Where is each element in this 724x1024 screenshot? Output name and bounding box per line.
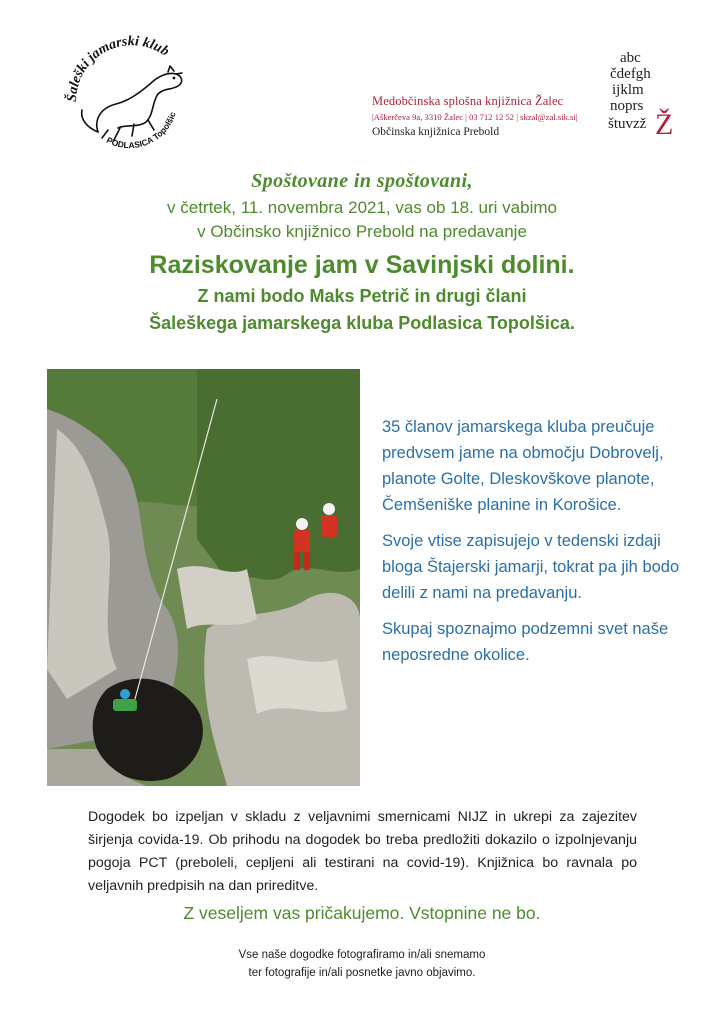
library-address: |Aškerčeva 9a, 3310 Žalec | 03 712 12 52 | skzal@zal.sik.si|: [372, 112, 578, 122]
alphabet-logo-icon: [608, 44, 674, 140]
weasel-icon: [58, 24, 200, 166]
closing-line: Z veseljem vas pričakujemo. Vstopnine ne bo.: [183, 903, 541, 923]
letters-row-2: čdefgh: [610, 66, 651, 82]
greeting: Spoštovane in spoštovani,: [251, 170, 473, 192]
invitation-line-2: v Občinsko knjižnico Prebold na predavanje: [197, 222, 527, 241]
covid-notice: Dogodek bo izpeljan v skladu z veljavnimi smernicami NIJZ in ukrepi za zajezitev širjenja covida-19. Ob prihodu na dogodek bo treba predložiti dokazilo o izpolnjevanju pogoja PCT (preboleli, cepljeni ali testirani na covid-19). Knjižnica bo ravnala po veljavnih predpisih na dan prireditve.: [88, 809, 637, 894]
library-header: [372, 94, 602, 138]
description-paragraph-1: 35 članov jamarskega kluba preučuje predvsem jame na območju Dobrovelj, planote Golte, Dleskovškove planote, Čemšeniške planine in Korošice.: [382, 418, 664, 514]
club-logo: [58, 24, 200, 166]
letters-row-1: abc: [620, 50, 641, 66]
photo-disclaimer: [0, 946, 724, 982]
speakers-line-1: Z nami bodo Maks Petrič in drugi člani: [197, 286, 527, 306]
letter-z-accent: Ž: [655, 108, 674, 140]
letters-row-5: štuvzž: [608, 116, 647, 132]
club-logo-arc-text: Šaleški jamarski klub: [64, 34, 172, 103]
svg-text:Šaleški jamarski klub: [63, 34, 172, 102]
disclaimer-line-1: Vse naše dogodke fotografiramo in/ali snemamo: [238, 949, 486, 961]
library-branch: Občinska knjižnica Prebold: [372, 126, 500, 138]
description-paragraph-3: Skupaj spoznajmo podzemni svet naše neposredne okolice.: [382, 620, 669, 664]
invitation-line-1: v četrtek, 11. novembra 2021, vas ob 18. uri vabimo: [167, 198, 557, 217]
letters-row-4: noprs: [610, 98, 644, 114]
library-letters-logo: [608, 44, 674, 140]
invitation-heading: [0, 166, 724, 337]
letters-row-3: ijklm: [612, 82, 644, 98]
speakers-line-2: Šaleškega jamarskega kluba Podlasica Topolšica.: [149, 313, 575, 333]
event-title: Raziskovanje jam v Savinjski dolini.: [149, 251, 575, 279]
description-paragraph-2: Svoje vtise zapisujejo v tedenski izdaji bloga Štajerski jamarji, tokrat pa jih bodo delili z nami na predavanju.: [382, 532, 680, 602]
cave-photo: [47, 369, 360, 786]
description-column: [382, 414, 682, 678]
disclaimer-line-2: ter fotografije in/ali posnetke javno objavimo.: [248, 967, 476, 979]
club-logo-bottom-text: PODLASICA Topolšic: [105, 110, 178, 151]
library-name: Medobčinska splošna knjižnica Žalec: [372, 94, 564, 108]
